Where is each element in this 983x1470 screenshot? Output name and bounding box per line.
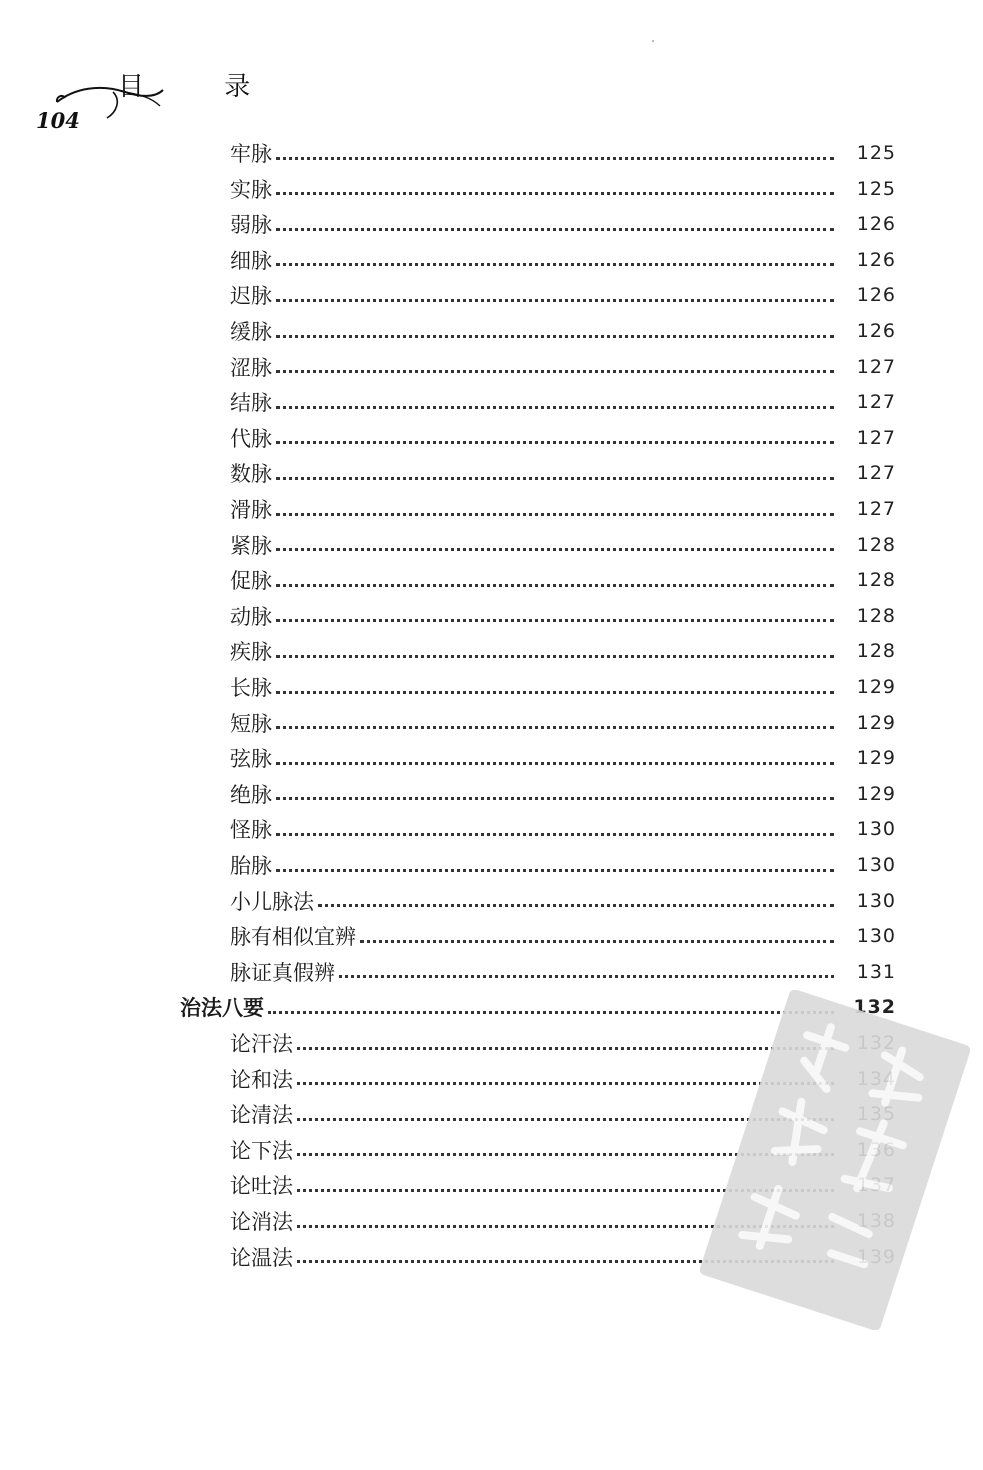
- toc-entry[interactable]: [230, 171, 896, 207]
- toc-entry-label: 小儿脉法: [230, 889, 314, 914]
- toc-entry-label: 涩脉: [230, 355, 272, 380]
- toc-entry-page-number: 130: [856, 854, 896, 876]
- toc-entry-page-number: 128: [856, 533, 896, 556]
- toc-entry-label: 绝脉: [230, 782, 272, 807]
- toc-dot-leader: [276, 299, 834, 302]
- toc-entry-label: 滑脉: [230, 498, 272, 522]
- toc-entry[interactable]: [230, 277, 896, 313]
- toc-dot-leader: [276, 797, 834, 800]
- scan-speck: [652, 40, 654, 42]
- toc-dot-leader: [276, 228, 834, 231]
- toc-entry-label: 弦脉: [230, 747, 272, 772]
- toc-entry-page-number: 126: [856, 320, 896, 342]
- library-watermark-stamp: [700, 990, 970, 1330]
- toc-entry-page-number: 129: [856, 782, 896, 805]
- toc-dot-leader: [276, 335, 834, 338]
- toc-entry-label: 论清法: [230, 1103, 293, 1128]
- toc-entry-label: 数脉: [230, 462, 272, 487]
- toc-dot-leader: [339, 975, 834, 978]
- toc-entry-label: 代脉: [230, 426, 272, 451]
- toc-dot-leader: [276, 157, 834, 160]
- toc-entry[interactable]: [230, 349, 896, 385]
- toc-entry[interactable]: [230, 740, 896, 776]
- toc-entry[interactable]: [230, 847, 896, 883]
- toc-entry-page-number: 128: [856, 604, 896, 627]
- toc-entry-page-number: 127: [856, 391, 896, 414]
- toc-entry-label: 论下法: [230, 1138, 293, 1163]
- toc-entry-label: 脉证真假辨: [230, 960, 335, 985]
- toc-entry-page-number: 127: [856, 355, 896, 378]
- toc-entry-page-number: 132: [853, 996, 896, 1019]
- toc-dot-leader: [276, 406, 834, 409]
- toc-entry-label: 缓脉: [230, 320, 272, 344]
- toc-entry-label: 短脉: [230, 711, 272, 736]
- toc-entry-label: 紧脉: [230, 533, 272, 558]
- page-header-title: 目 录: [118, 72, 287, 102]
- toc-entry-label: 论消法: [230, 1210, 293, 1234]
- toc-entry[interactable]: [230, 527, 896, 563]
- toc-entry-page-number: 126: [856, 284, 896, 307]
- toc-entry-label: 论和法: [230, 1067, 293, 1092]
- toc-dot-leader: [276, 869, 834, 872]
- page-number: 104: [36, 108, 80, 133]
- toc-entry-page-number: 125: [856, 177, 896, 200]
- toc-entry[interactable]: [230, 491, 896, 527]
- toc-entry[interactable]: [230, 705, 896, 741]
- toc-entry[interactable]: [230, 242, 896, 278]
- toc-dot-leader: [276, 548, 834, 551]
- toc-entry[interactable]: [230, 420, 896, 456]
- toc-dot-leader: [276, 513, 834, 516]
- toc-entry-label: 牢脉: [230, 142, 272, 166]
- toc-entry-label: 脉有相似宜辨: [230, 925, 356, 950]
- toc-entry-page-number: 130: [856, 889, 896, 912]
- toc-entry-page-number: 126: [856, 213, 896, 236]
- toc-entry[interactable]: [230, 455, 896, 491]
- toc-entry-label: 迟脉: [230, 284, 272, 309]
- toc-dot-leader: [318, 904, 834, 907]
- toc-dot-leader: [276, 655, 834, 658]
- toc-dot-leader: [276, 263, 834, 266]
- toc-dot-leader: [276, 584, 834, 587]
- toc-entry-page-number: 127: [856, 462, 896, 485]
- toc-entry-label: 论温法: [230, 1245, 293, 1270]
- toc-entry-label: 长脉: [230, 676, 272, 700]
- toc-entry-label: 治法八要: [180, 995, 264, 1021]
- toc-entry-label: 细脉: [230, 248, 272, 273]
- toc-dot-leader: [276, 833, 834, 836]
- toc-entry[interactable]: [230, 883, 896, 919]
- toc-entry[interactable]: [230, 384, 896, 420]
- toc-entry-page-number: 127: [856, 498, 896, 520]
- toc-entry[interactable]: [230, 633, 896, 669]
- toc-entry[interactable]: [230, 776, 896, 812]
- toc-entry-label: 实脉: [230, 177, 272, 202]
- toc-dot-leader: [276, 726, 834, 729]
- toc-entry-page-number: 130: [856, 818, 896, 841]
- toc-dot-leader: [276, 192, 834, 195]
- toc-entry[interactable]: [230, 562, 896, 598]
- toc-entry[interactable]: [230, 206, 896, 242]
- toc-entry-page-number: 128: [856, 569, 896, 592]
- toc-entry[interactable]: [230, 918, 896, 954]
- toc-dot-leader: [276, 619, 834, 622]
- toc-entry-page-number: 129: [856, 711, 896, 734]
- toc-entry-label: 动脉: [230, 604, 272, 629]
- toc-entry-label: 论吐法: [230, 1174, 293, 1199]
- toc-dot-leader: [276, 691, 834, 694]
- toc-dot-leader: [276, 370, 834, 373]
- toc-dot-leader: [360, 940, 834, 943]
- toc-entry-label: 怪脉: [230, 818, 272, 843]
- toc-entry[interactable]: [230, 135, 896, 171]
- toc-dot-leader: [276, 441, 834, 444]
- toc-entry-page-number: 129: [856, 747, 896, 770]
- toc-entry[interactable]: [230, 811, 896, 847]
- toc-entry-label: 疾脉: [230, 640, 272, 665]
- toc-entry-label: 论汗法: [230, 1032, 293, 1056]
- toc-entry-page-number: 129: [856, 676, 896, 698]
- toc-entry-label: 胎脉: [230, 854, 272, 878]
- toc-entry-label: 弱脉: [230, 213, 272, 238]
- toc-entry[interactable]: [230, 598, 896, 634]
- toc-entry-page-number: 127: [856, 426, 896, 449]
- toc-entry-label: 促脉: [230, 569, 272, 594]
- toc-entry-page-number: 130: [856, 925, 896, 948]
- toc-entry[interactable]: [230, 313, 896, 349]
- toc-entry-page-number: 126: [856, 248, 896, 271]
- toc-dot-leader: [276, 762, 834, 765]
- toc-entry-page-number: 131: [856, 960, 896, 983]
- toc-entry[interactable]: [230, 669, 896, 705]
- toc-entry-page-number: 128: [856, 640, 896, 663]
- toc-entry-page-number: 125: [856, 142, 896, 164]
- toc-dot-leader: [276, 477, 834, 480]
- toc-entry[interactable]: [230, 954, 896, 990]
- toc-entry-label: 结脉: [230, 391, 272, 416]
